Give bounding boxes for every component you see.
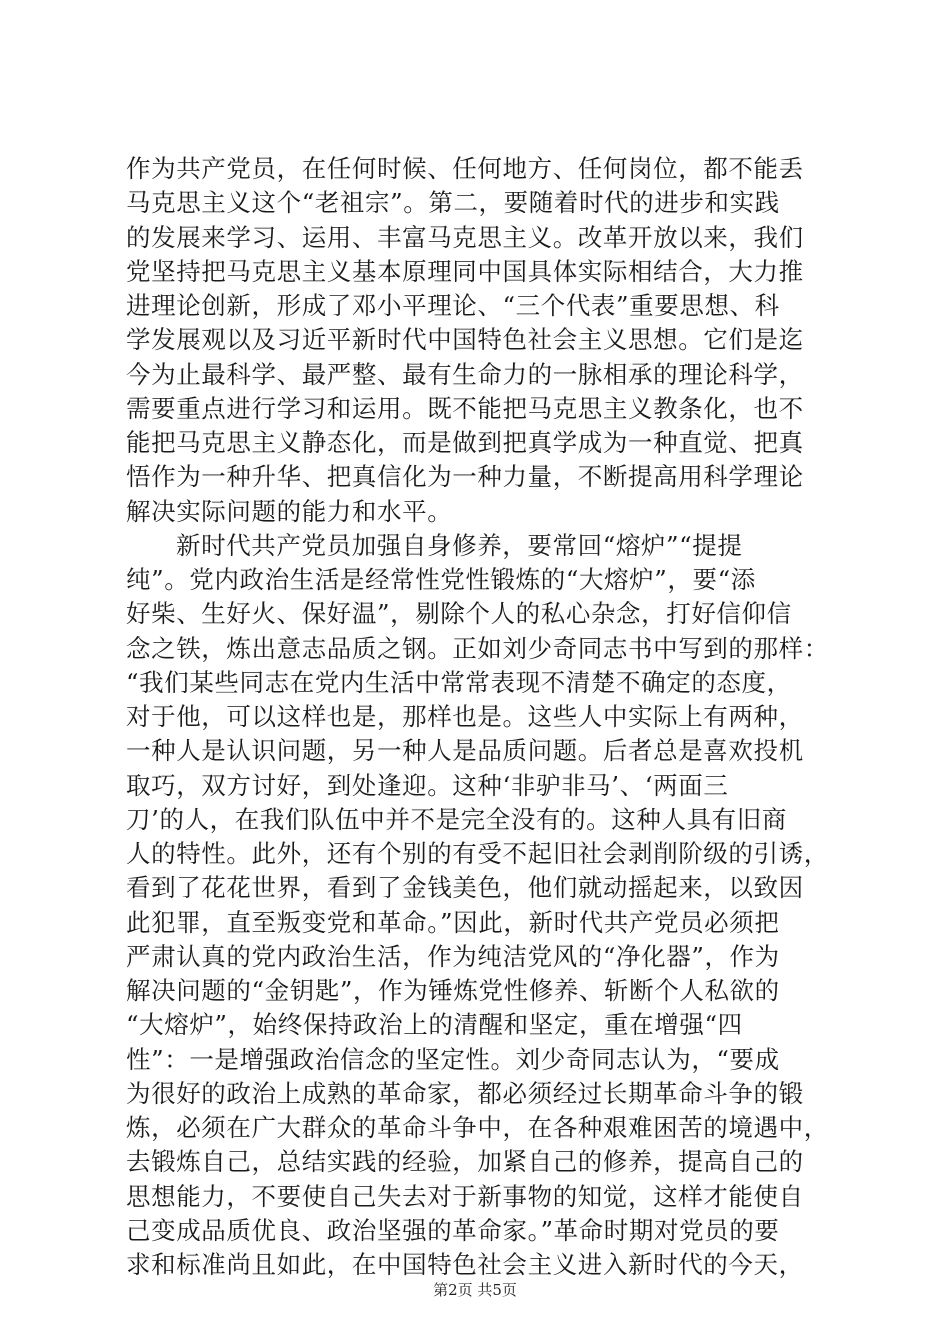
text-line: 好柴、生好火、保好温”，剔除个人的私心杂念，打好信仰信 [126, 599, 792, 629]
text-line: 进理论创新，形成了邓小平理论、“三个代表”重要思想、科 [126, 291, 780, 320]
text-line: 学发展观以及习近平新时代中国特色社会主义思想。它们是迄 [126, 325, 804, 355]
text-line: 需要重点进行学习和运用。既不能把马克思主义教条化，也不 [126, 393, 804, 423]
text-line: 此犯罪，直至叛变党和革命。”因此，新时代共产党员必须把 [126, 907, 780, 937]
text-line: 严肃认真的党内政治生活，作为纯洁党风的“净化器”，作为 [126, 941, 780, 971]
body-text [126, 152, 846, 1282]
text-line: 己变成品质优良、政治坚强的革命家。”革命时期对党员的要 [126, 1215, 780, 1245]
text-line: “大熔炉”，始终保持政治上的清醒和坚定，重在增强“四 [126, 1010, 743, 1040]
text-line: 解决问题的“金钥匙”，作为锤炼党性修养、斩断个人私欲的 [126, 976, 780, 1005]
text-line: 念之铁，炼出意志品质之钢。正如刘少奇同志书中写到的那样： [126, 633, 829, 663]
text-line: 求和标准尚且如此，在中国特色社会主义进入新时代的今天， [126, 1250, 804, 1279]
text-line: 性”：一是增强政治信念的坚定性。刘少奇同志认为，“要成 [126, 1044, 780, 1074]
text-line: 纯”。党内政治生活是经常性党性锻炼的“大熔炉”，要“添 [126, 565, 756, 594]
text-line: 马克思主义这个“老祖宗”。第二，要随着时代的进步和实践 [126, 188, 780, 218]
text-line: 解决实际问题的能力和水平。 [126, 496, 453, 526]
paragraph-start-line: 新时代共产党员加强自身修养，要常回“熔炉”“提提 [176, 530, 743, 560]
text-line: 为很好的政治上成熟的革命家，都必须经过长期革命斗争的锻 [126, 1078, 804, 1108]
text-line: 党坚持把马克思主义基本原理同中国具体实际相结合，大力推 [126, 256, 804, 286]
text-line: 的发展来学习、运用、丰富马克思主义。改革开放以来，我们 [126, 222, 804, 252]
text-line: 能把马克思主义静态化，而是做到把真学成为一种直觉、把真 [126, 428, 804, 457]
text-line: 取巧，双方讨好，到处逢迎。这种‘非驴非马’、‘两面三 [126, 770, 729, 800]
text-line: 思想能力，不要使自己失去对于新事物的知觉，这样才能使自 [126, 1181, 804, 1211]
text-line: 作为共产党员，在任何时候、任何地方、任何岗位，都不能丢 [126, 154, 804, 183]
text-line: 炼，必须在广大群众的革命斗争中，在各种艰难困苦的境遇中， [126, 1113, 829, 1142]
text-line: 人的特性。此外，还有个别的有受不起旧社会剥削阶级的引诱， [126, 839, 829, 868]
text-line: 悟作为一种升华、把真信化为一种力量，不断提高用科学理论 [126, 462, 804, 492]
text-line: “我们某些同志在党内生活中常常表现不清楚不确定的态度， [126, 667, 792, 697]
text-line: 去锻炼自己，总结实践的经验，加紧自己的修养，提高自己的 [126, 1147, 804, 1177]
text-line: 刀’的人，在我们队伍中并不是完全没有的。这种人具有旧商 [126, 804, 787, 834]
text-line: 今为止最科学、最严整、最有生命力的一脉相承的理论科学， [126, 359, 804, 389]
text-line: 一种人是认识问题，另一种人是品质问题。后者总是喜欢投机 [126, 736, 804, 766]
text-line: 对于他，可以这样也是，那样也是。这些人中实际上有两种， [126, 702, 804, 731]
page-number-footer: 第2页 共5页 [433, 1281, 517, 1299]
text-line: 看到了花花世界，看到了金钱美色，他们就动摇起来，以致因 [126, 873, 804, 903]
